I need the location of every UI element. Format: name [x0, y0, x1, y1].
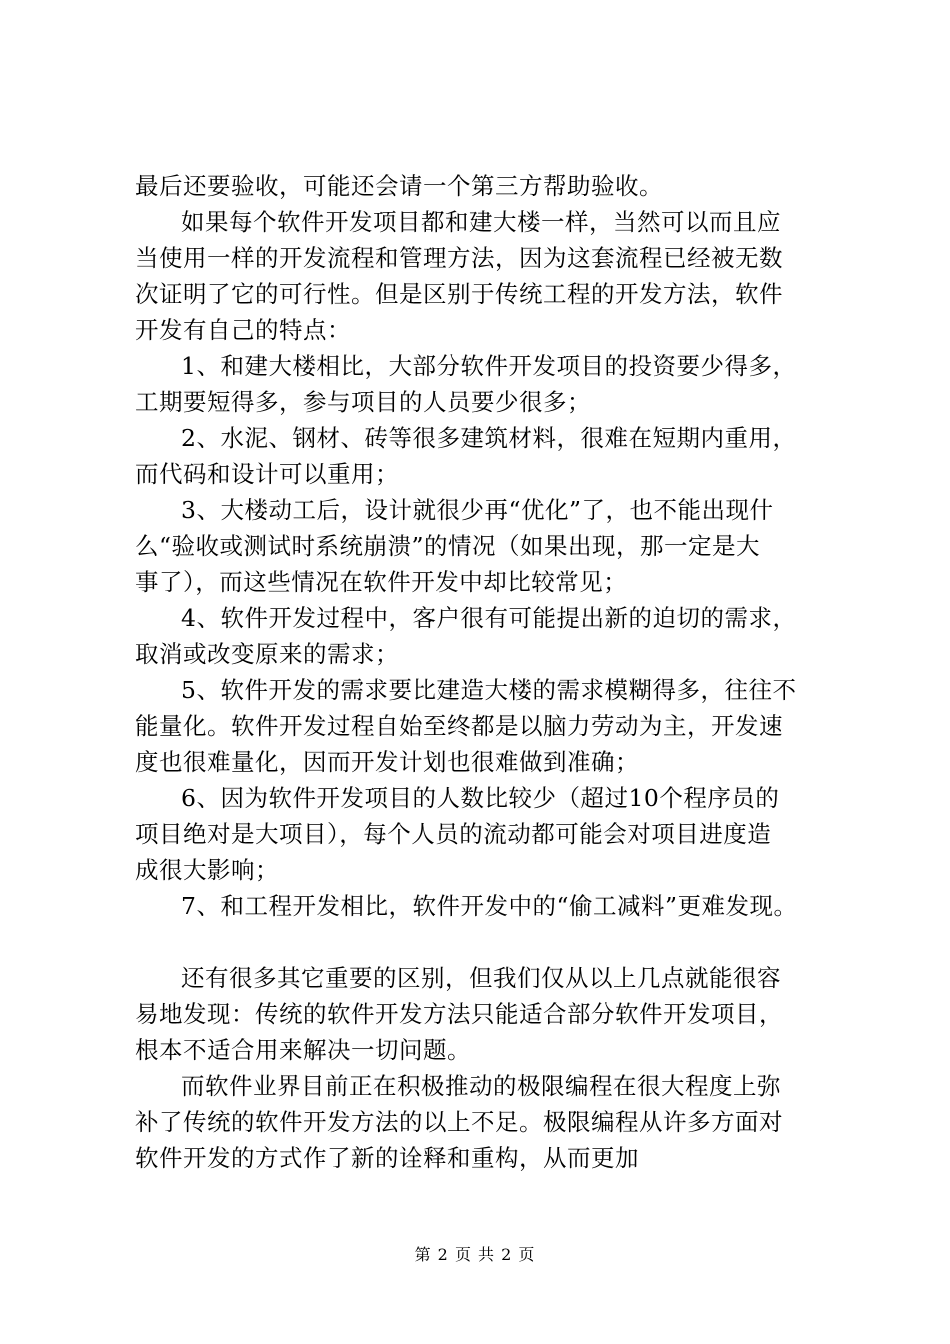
- text-line: 而代码和设计可以重用；: [135, 460, 399, 488]
- text-line: 成很大影响；: [135, 856, 279, 884]
- text-line: 工期要短得多，参与项目的人员要少很多；: [135, 388, 591, 416]
- text-line: 当使用一样的开发流程和管理方法，因为这套流程已经被无数: [135, 244, 783, 272]
- text-line: 开发有自己的特点：: [135, 316, 351, 344]
- page-footer: 第 2 页 共 2 页: [414, 1245, 536, 1264]
- document-body: [135, 168, 855, 1176]
- text-line: 最后还要验收，可能还会请一个第三方帮助验收。: [135, 172, 663, 200]
- text-line: 项目绝对是大项目），每个人员的流动都可能会对项目进度造: [135, 820, 772, 848]
- text-line: 1、和建大楼相比，大部分软件开发项目的投资要少得多，: [181, 352, 797, 380]
- text-line: 3、大楼动工后，设计就很少再“优化”了，也不能出现什: [181, 496, 774, 524]
- text-line: 取消或改变原来的需求；: [135, 640, 399, 668]
- text-line: 还有很多其它重要的区别，但我们仅从以上几点就能很容: [181, 964, 781, 992]
- text-line: 如果每个软件开发项目都和建大楼一样，当然可以而且应: [181, 208, 781, 236]
- text-line: 事了），而这些情况在软件开发中却比较常见；: [135, 568, 628, 596]
- text-line: 7、和工程开发相比，软件开发中的“偷工减料”更难发现。: [181, 892, 798, 920]
- text-line: 4、软件开发过程中，客户很有可能提出新的迫切的需求，: [181, 604, 797, 632]
- text-line: 2、水泥、钢材、砖等很多建筑材料，很难在短期内重用，: [181, 424, 797, 452]
- text-line: 补了传统的软件开发方法的以上不足。极限编程从许多方面对: [135, 1108, 783, 1136]
- text-line: 而软件业界目前正在积极推动的极限编程在很大程度上弥: [181, 1072, 781, 1100]
- text-line: 5、软件开发的需求要比建造大楼的需求模糊得多，往往不: [181, 676, 797, 704]
- text-line: 根本不适合用来解决一切问题。: [135, 1036, 471, 1064]
- text-line: 易地发现：传统的软件开发方法只能适合部分软件开发项目，: [135, 1000, 783, 1028]
- text-line: 度也很难量化，因而开发计划也很难做到准确；: [135, 748, 639, 776]
- text-line: 6、因为软件开发项目的人数比较少（超过10个程序员的: [181, 784, 780, 812]
- text-line: 么“验收或测试时系统崩溃”的情况（如果出现，那一定是大: [135, 532, 761, 560]
- text-line: 软件开发的方式作了新的诠释和重构，从而更加: [135, 1144, 639, 1172]
- text-line: 次证明了它的可行性。但是区别于传统工程的开发方法，软件: [135, 280, 783, 308]
- text-line: 能量化。软件开发过程自始至终都是以脑力劳动为主，开发速: [135, 712, 783, 740]
